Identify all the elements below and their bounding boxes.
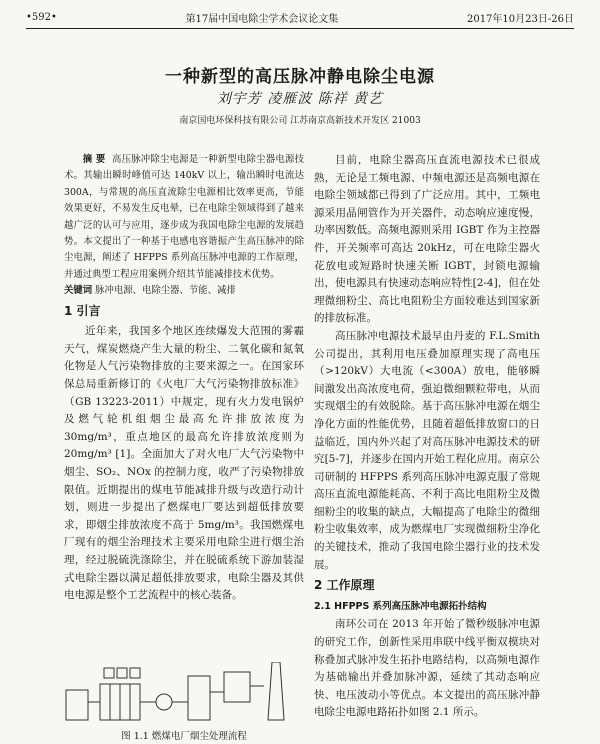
conference-date: 2017年10月23日-26日 xyxy=(466,13,574,25)
power-supply-box xyxy=(117,668,127,678)
conference-name: 第17届中国电除尘学术会议论文集 xyxy=(185,13,339,25)
keywords-label: 关键词 xyxy=(64,285,93,297)
paper-title: 一种新型的高压脉冲静电除尘电源 xyxy=(165,67,435,87)
desulfurization-tower xyxy=(188,676,210,720)
right-column xyxy=(314,152,540,722)
power-supply-box xyxy=(130,668,140,678)
subsection-heading: 2.1 HFPPS 系列高压脉冲电源拓扑结构 xyxy=(314,600,487,612)
paragraph: 目前，电除尘器高压直流电源技术已很成熟，无论是工频电源、中频电源还是高频电源在电除尘领域都已得到了广泛应用。其中，工频电源采用晶闸管作为开关器件，动态响应速度慢，功率因数低。高频电源则采用 IGBT 作为主控器件，开关频率可高达 20kHz，可在电除尘器火花放电或短路时快速关断 IGBT，封锁电源输出，使电源具有快速动态响应特性[2-4]，但在处理微细粉尘、高比电阻粉尘方面较难达到国家新的排放标准。 xyxy=(314,154,540,325)
figure-caption: 图 1.1 燃煤电厂烟尘处理流程 xyxy=(121,731,247,742)
keywords xyxy=(64,283,304,299)
abstract-text: 高压脉冲除尘电源是一种新型电除尘器电源技术。其输出瞬时峰值可达 140kV 以上，输出瞬时电流达 300A，与常规的高压直流除尘电源相比效率更高，节能效果更好，不易发生反电晕，已在电除尘领域得到了越来越广泛的认可与应用，逐步成为我国电除尘电源的发展趋势。本文提出了一种基于电感电容谐振产生高压脉冲的除尘电源，阐述了 HFPPS 系列高压脉冲电源的工作原理，并通过典型工程应用案例介绍其节能减排技术优势。 xyxy=(64,154,304,280)
abstract-label: 摘 要 xyxy=(82,154,106,165)
paragraph: 南环公司在 2013 年开始了微秒级脉冲电源的研究工作，创新性采用串联中线平衡双模块对称叠加式脉冲发生拓扑电路结构，以高频电源作为基础输出并叠加脉冲源，延续了其动态响应快、电压波动小等优点。本文提出的高压脉冲静电除尘电源电路拓扑如图 2.1 所示。 xyxy=(314,618,540,719)
wet-esp-block xyxy=(224,672,250,702)
header-rule xyxy=(26,28,574,29)
running-header xyxy=(26,8,574,26)
power-supply-box xyxy=(104,668,114,678)
chimney xyxy=(268,662,284,720)
abstract xyxy=(64,152,304,283)
paragraph: 近年来，我国多个地区连续爆发大范围的雾霾天气，煤炭燃烧产生大量的粉尘、二氧化碳和氮氧化物是人气污染物排放的主要来源之一。在国家环保总局重新修订的《火电厂大气污染物排放标准》（GB 13223-2011）中规定，现有火力发电锅炉及燃气轮机组烟尘最高允许排放浓度为 30mg/m³，重点地区的最高允许排放浓度则为 20mg/m³ [1]。全面加大了对火电厂大气污染物中烟尘、SO₂、NOx 的控制力度，收严了污染物排放限值。近期提出的煤电节能减排升级与改造行动计划，则进一步提出了燃煤电厂要达到超低排放要求，即烟尘排放浓度不高于 5mg/m³。我国燃煤电厂现有的烟尘治理技术主要采用电除尘进行烟尘治理，经过脱硫洗涤除尘，并在脱硫系统下游加装湿式电除尘器以满足超低排放要求，电除尘器及其供电电源是整个工艺流程中的核心装备。 xyxy=(64,325,304,602)
keywords-text: 脉冲电源、电除尘器、节能、减排 xyxy=(95,285,236,297)
section-heading-principle: 2 工作原理 xyxy=(314,578,375,593)
page-number: •592• xyxy=(26,11,57,23)
fan-symbol xyxy=(156,694,172,710)
section-heading-intro: 1 引言 xyxy=(64,303,101,318)
paragraph: 高压脉冲电源技术最早由丹麦的 F.L.Smith 公司提出，其利用电压叠加原理实现了高电压（>120kV）大电流（<300A）放电，能够瞬间激发出高浓度电荷，强迫微细颗粒带电，从而实现烟尘的有效脱除。基于高压脉冲电源在烟尘净化方面的性能优势，且随着超低排放窗口的日益临近，国内外兴起了对高压脉冲电源技术的研究[5-7]，并逐步在国内开始工程化应用。南京公司研制的 HFPPS 系列高压脉冲电源克服了常规高压直流电源能耗高、不利于高比电阻粉尘及微细粉尘的收集的缺点，大幅提高了电除尘的微细粉尘收集效率，成为燃煤电厂实现微细粉尘净化的关键技术，推动了我国电除尘器行业的技术发展。 xyxy=(314,329,540,571)
author-list: 刘宇芳 凌雁波 陈祥 黄艺 xyxy=(216,91,384,107)
figure-1-1-diagram xyxy=(64,662,304,724)
affiliation: 南京国电环保科技有限公司 江苏南京高新技术开发区 21003 xyxy=(179,116,421,126)
left-column xyxy=(64,152,304,605)
boiler-block xyxy=(66,690,88,720)
